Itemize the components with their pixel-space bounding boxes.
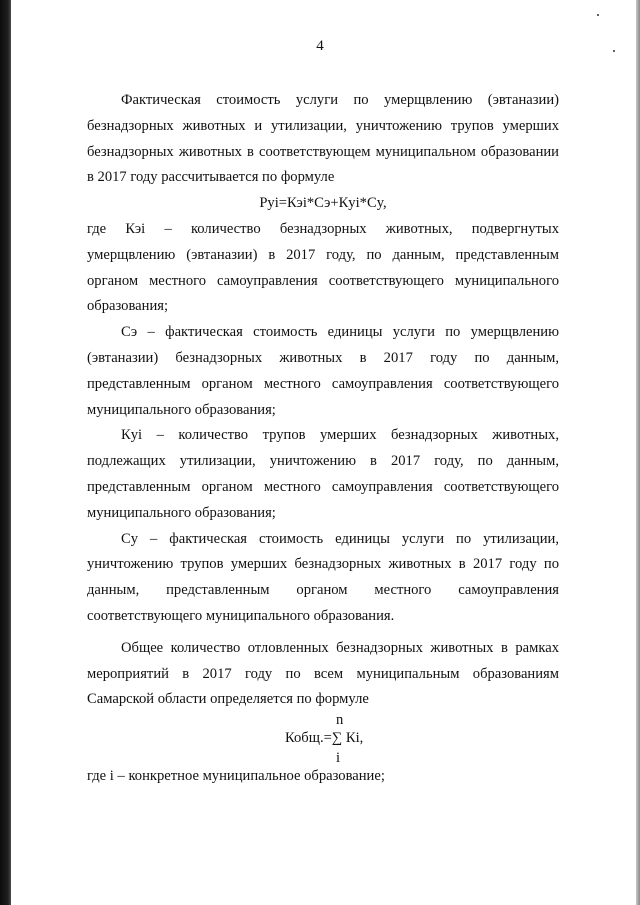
text-line: представленным органом местного самоуправления соответствующего [87, 478, 559, 495]
page-number: 4 [316, 38, 324, 54]
text-line: Фактическая стоимость услуги по умерщвлению (эвтаназии) [121, 92, 559, 108]
text-line: где Кэi – количество безнадзорных животных, подвергнутых [87, 220, 559, 237]
text-line: подлежащих утилизации, уничтожению в 2017 году, по данным, [87, 453, 559, 470]
scan-speck [597, 14, 599, 16]
text-line: (эвтаназии) безнадзорных животных в 2017 году по данным, [87, 349, 559, 366]
sum-expression: Кобщ.=∑ Кi, [285, 730, 364, 746]
text-line: муниципального образования; [87, 504, 276, 521]
scan-right-edge [636, 0, 640, 905]
text-line: Сy – фактическая стоимость единицы услуги по утилизации, [121, 530, 559, 547]
text-line-last: где i – конкретное муниципальное образование; [87, 768, 385, 784]
scan-left-edge [0, 0, 11, 905]
text-line: органом местного самоуправления соответствующего муниципального [87, 272, 559, 289]
text-line: муниципального образования; [87, 401, 276, 418]
text-line: Самарской области определяется по формуле [87, 691, 369, 708]
text-line: данным, представленным органом местного самоуправления [87, 582, 559, 599]
text-line: безнадзорных животных и утилизации, уничтожению трупов умерших [87, 117, 559, 134]
text-line: Сэ – фактическая стоимость единицы услуги по умерщвлению [121, 324, 559, 341]
text-line: образования; [87, 298, 169, 315]
text-line: представленным органом местного самоуправления соответствующего [87, 375, 559, 392]
paragraph-fact-cost [87, 88, 559, 713]
text-line: безнадзорных животных в соответствующем муниципальном образовании [87, 143, 559, 160]
text-line: Общее количество отловленных безнадзорных животных в рамках [121, 639, 559, 656]
text-line: умерщвлению (эвтаназии) в 2017 году, по данным, представленным [87, 246, 559, 263]
formula-cost: Руi=Кэi*Сэ+Кyi*Сy, [259, 195, 387, 212]
text-line: Кyi – количество трупов умерших безнадзорных животных, [121, 427, 559, 444]
text-line: мероприятий в 2017 году по всем муниципальным образованиям [87, 665, 559, 682]
sum-index: i [336, 750, 341, 766]
sum-upper-limit: n [336, 712, 344, 728]
text-line: уничтожению трупов умерших безнадзорных животных в 2017 году по [87, 556, 559, 573]
text-line: в 2017 году рассчитывается по формуле [87, 169, 335, 186]
text-line: соответствующего муниципального образования. [87, 607, 395, 624]
